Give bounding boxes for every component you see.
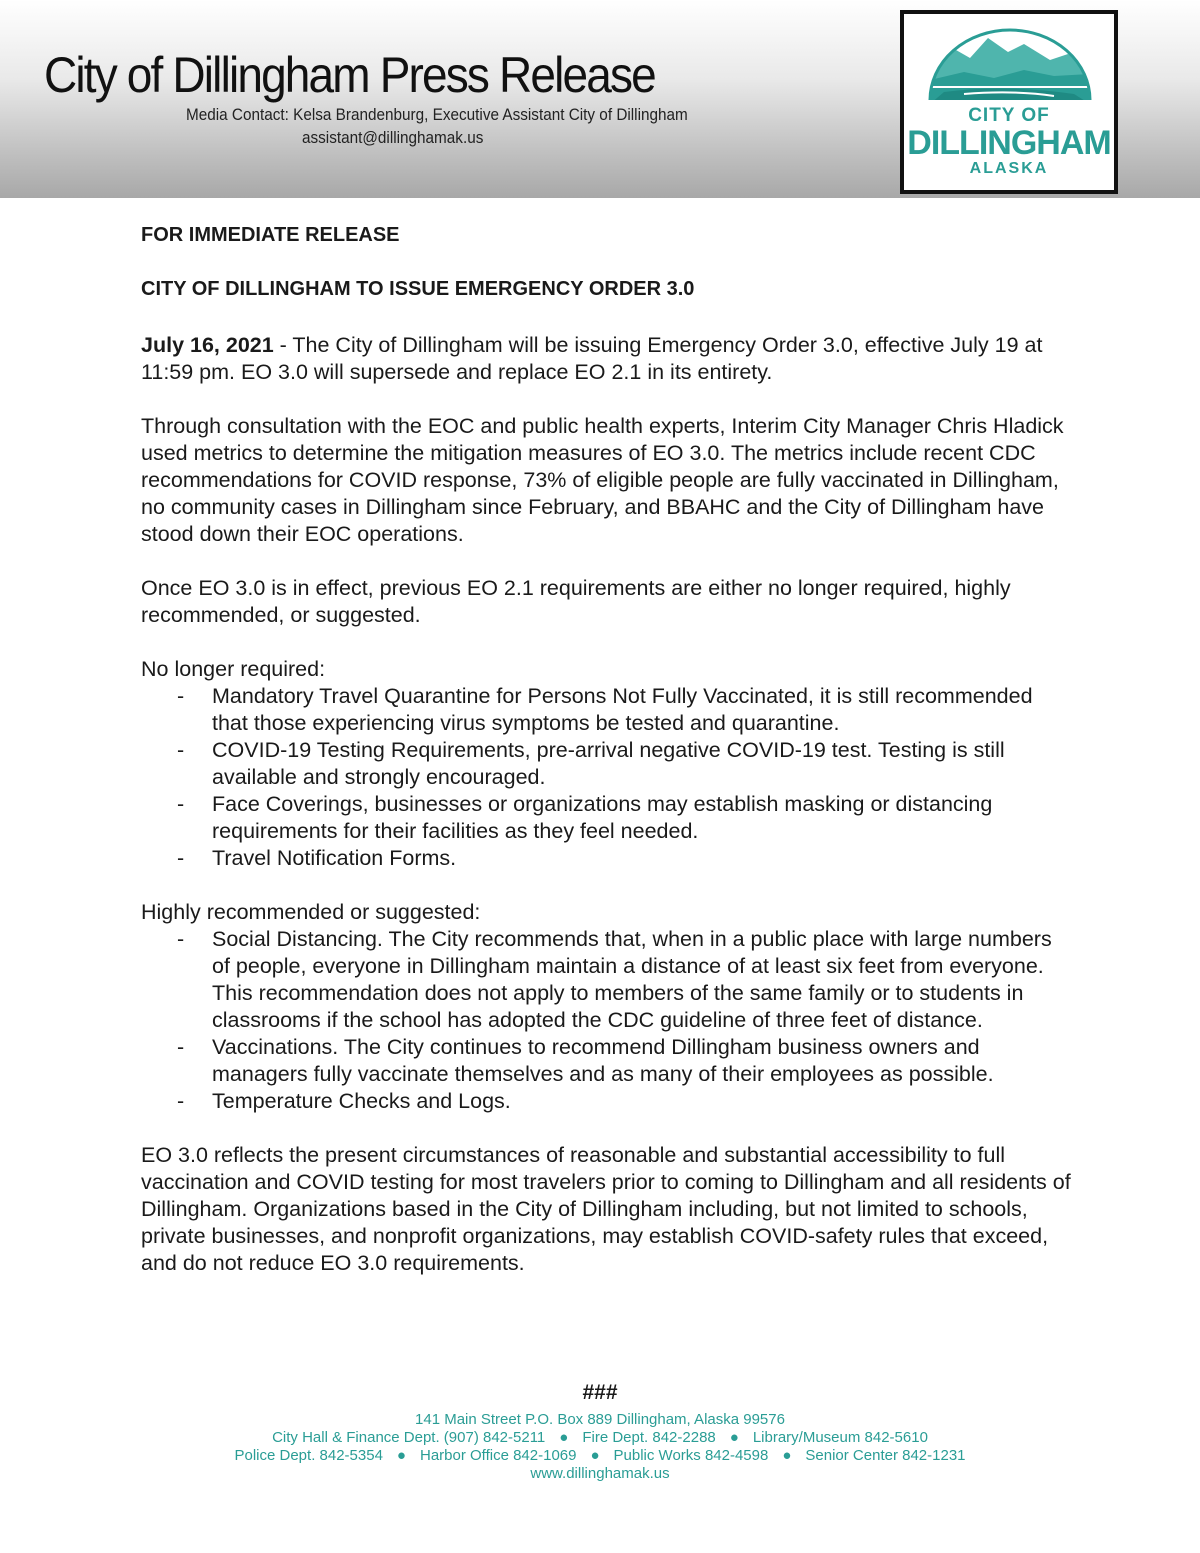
footer-library: Library/Museum 842-5610 [752, 1429, 928, 1446]
footer-senior-center: Senior Center 842-1231 [805, 1447, 966, 1464]
press-release-header [0, 0, 1200, 198]
media-contact: Media Contact: Kelsa Brandenburg, Executive Assistant City of Dillingham [186, 105, 688, 124]
recommended-heading: Highly recommended or suggested: [141, 900, 481, 924]
list-item [141, 791, 1071, 845]
list-item-text: Social Distancing. The City recommends that, when in a public place with large numbers of people, everyone in Dillingham maintain a distance of at least six feet from everyone. This recommendation does not apply to members of the same family or to students in classrooms if the school has adopted the CDC guideline of three feet of distance. [212, 927, 1052, 1032]
bullet-icon: ● [396, 1447, 406, 1464]
dash-bullet: - [177, 738, 185, 762]
consultation-paragraph: Through consultation with the EOC and public health experts, Interim City Manager Chris Hladick used metrics to determine the mitigation measures of EO 3.0. The metrics include recent CDC recommendations for COVID response, 73% of eligible people are fully vaccinated in Dillingham, no community cases in Dillingham since February, and BBAHC and the City of Dillingham have stood down their EOC operations. [141, 414, 1064, 546]
intro-text: - The City of Dillingham will be issuing Emergency Order 3.0, effective July 19 at 11:59 pm. EO 3.0 will supersede and replace EO 2.1 in its entirety. [141, 333, 1043, 384]
list-item [141, 737, 1071, 791]
page-title: City of Dillingham Press Release [44, 47, 655, 103]
list-item [141, 683, 1071, 737]
footer-phone-line-1 [0, 1429, 1200, 1447]
intro-paragraph [141, 332, 1071, 386]
list-item [141, 845, 1071, 872]
list-item-text: Travel Notification Forms. [212, 846, 457, 870]
list-item-text: COVID-19 Testing Requirements, pre-arrival negative COVID-19 test. Testing is still available and strongly encouraged. [212, 738, 1005, 789]
list-item [141, 1034, 1071, 1088]
bullet-icon: ● [559, 1429, 569, 1446]
footer-address: 141 Main Street P.O. Box 889 Dillingham, Alaska 99576 [415, 1411, 785, 1428]
dash-bullet: - [177, 792, 185, 816]
logo-state: ALASKA [969, 160, 1049, 177]
dash-bullet: - [177, 927, 185, 951]
no-longer-required-list [141, 683, 1071, 872]
release-tag: FOR IMMEDIATE RELEASE [141, 224, 400, 246]
release-date: July 16, 2021 [141, 333, 274, 357]
footer-police: Police Dept. 842-5354 [234, 1447, 383, 1464]
list-item [141, 1088, 1071, 1115]
bullet-icon: ● [590, 1447, 600, 1464]
footer-website-link[interactable]: www.dillinghamak.us [530, 1465, 670, 1482]
bullet-icon: ● [782, 1447, 792, 1464]
press-release-body [141, 222, 1071, 1304]
no-longer-required-heading: No longer required: [141, 657, 326, 681]
city-logo [900, 10, 1118, 194]
dash-bullet: - [177, 846, 185, 870]
media-contact-email: assistant@dillinghamak.us [302, 128, 484, 147]
dash-bullet: - [177, 1035, 185, 1059]
footer-city-hall: City Hall & Finance Dept. (907) 842-5211 [272, 1429, 546, 1446]
list-item-text: Mandatory Travel Quarantine for Persons Not Fully Vaccinated, it is still recommended that those experiencing virus symptoms be tested and quarantine. [212, 684, 1033, 735]
headline: CITY OF DILLINGHAM TO ISSUE EMERGENCY ORDER 3.0 [141, 278, 695, 300]
recommended-list [141, 926, 1071, 1115]
list-item-text: Face Coverings, businesses or organizations may establish masking or distancing requirements for their facilities as they feel needed. [212, 792, 993, 843]
dash-bullet: - [177, 1089, 185, 1113]
list-item-text: Temperature Checks and Logs. [212, 1089, 511, 1113]
bullet-icon: ● [729, 1429, 739, 1446]
closing-paragraph: EO 3.0 reflects the present circumstances of reasonable and substantial accessibility to full vaccination and COVID testing for most travelers prior to coming to Dillingham and all residents of Dillingham. Organizations based in the City of Dillingham including, but not limited to schools, private businesses, and nonprofit organizations, may establish COVID-safety rules that exceed, and do not reduce EO 3.0 requirements. [141, 1143, 1071, 1275]
footer-public-works: Public Works 842-4598 [613, 1447, 769, 1464]
list-item-text: Vaccinations. The City continues to recommend Dillingham business owners and managers fully vaccinate themselves and as many of their employees as possible. [212, 1035, 994, 1086]
logo-city-of: CITY OF [968, 105, 1050, 126]
dash-bullet: - [177, 684, 185, 708]
logo-city-name: DILLINGHAM [907, 124, 1111, 162]
footer-phone-line-2 [0, 1447, 1200, 1465]
end-marker: ### [582, 1381, 618, 1404]
footer-contact-info [0, 1411, 1200, 1483]
footer-harbor: Harbor Office 842-1069 [419, 1447, 577, 1464]
effect-paragraph: Once EO 3.0 is in effect, previous EO 2.1 requirements are either no longer required, highly recommended, or suggested. [141, 576, 1011, 627]
list-item [141, 926, 1071, 1034]
footer-fire-dept: Fire Dept. 842-2288 [582, 1429, 716, 1446]
